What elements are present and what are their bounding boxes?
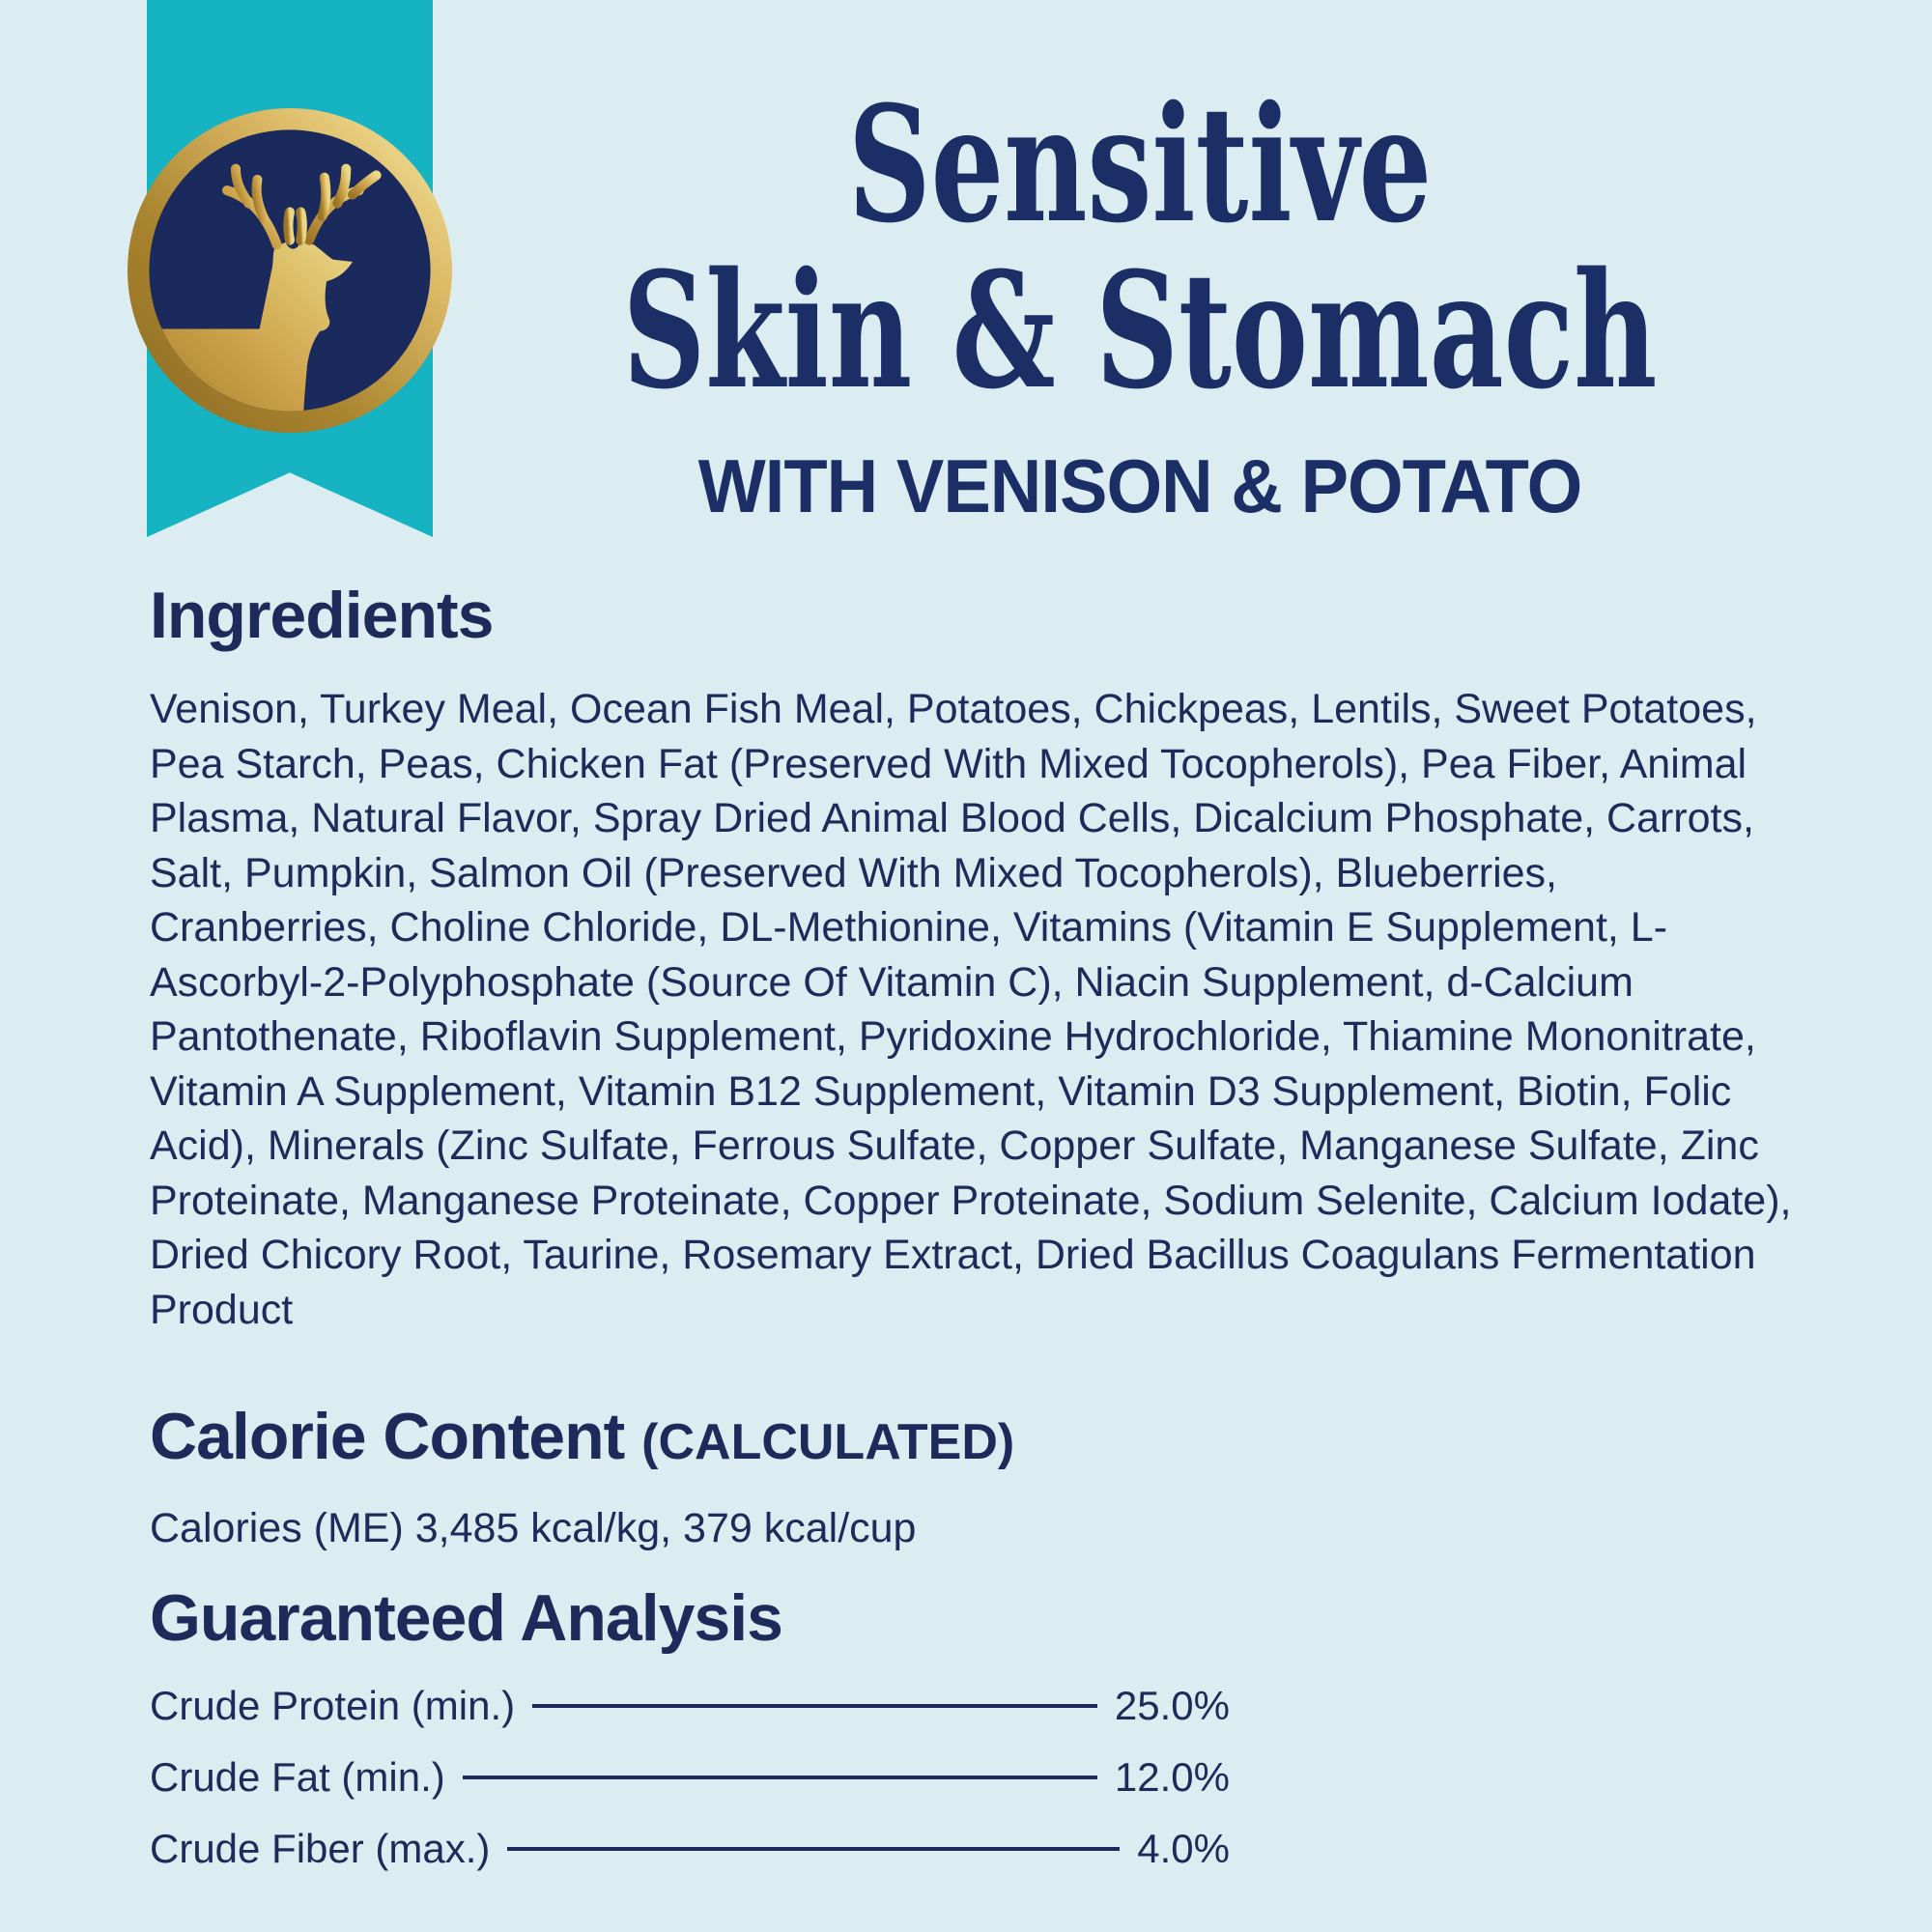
analysis-row [150, 1826, 1230, 1872]
calorie-content-heading [150, 1399, 1014, 1474]
product-title-line2: Skin & Stomach [622, 237, 1658, 424]
analysis-row [150, 1683, 1230, 1729]
stag-head-icon [128, 108, 452, 433]
analysis-label: Crude Fat (min.) [150, 1754, 445, 1800]
guaranteed-analysis-table [150, 1683, 1230, 1897]
analysis-value: 4.0% [1137, 1826, 1230, 1871]
leader-line [463, 1776, 1097, 1779]
analysis-label: Crude Fiber (max.) [150, 1826, 491, 1871]
analysis-value: 25.0% [1114, 1683, 1230, 1728]
analysis-label: Crude Protein (min.) [150, 1683, 516, 1728]
product-title-line1: Sensitive [847, 71, 1433, 258]
analysis-row [150, 1754, 1230, 1801]
leader-line [532, 1704, 1097, 1708]
guaranteed-analysis-heading: Guaranteed Analysis [150, 1581, 782, 1655]
product-subtitle: WITH VENISON & POTATO [697, 443, 1582, 528]
analysis-value: 12.0% [1114, 1754, 1230, 1800]
header [415, 71, 1864, 530]
brand-emblem [128, 108, 452, 433]
calorie-line: Calories (ME) 3,485 kcal/kg, 379 kcal/cup [150, 1505, 917, 1551]
leader-line [507, 1847, 1120, 1851]
ingredients-text: Venison, Turkey Meal, Ocean Fish Meal, Potatoes, Chickpeas, Lentils, Sweet Potatoes, Pea Starch, Peas, Chicken Fat (Preserved With Mixed Tocopherols), Pea Fiber, Animal Plasma, Natural Flavor, Spray Dried Animal Blood Cells, Dicalcium Phosphate, Carrots, Salt, Pumpkin, Salmon Oil (Preserved With Mixed Tocopherols), Blueberries, Cranberries, Choline Chloride, DL-Methionine, Vitamins (Vitamin E Supplement, L-Ascorbyl-2-Polyphosphate (Source Of Vitamin C), Niacin Supplement, d-Calcium Pantothenate, Riboflavin Supplement, Pyridoxine Hydrochloride, Thiamine Mononitrate, Vitamin A Supplement, Vitamin B12 Supplement, Vitamin D3 Supplement, Biotin, Folic Acid), Minerals (Zinc Sulfate, Ferrous Sulfate, Copper Sulfate, Manganese Sulfate, Zinc Proteinate, Manganese Proteinate, Copper Proteinate, Sodium Selenite, Calcium Iodate), Dried Chicory Root, Taurine, Rosemary Extract, Dried Bacillus Coagulans Fermentation Product [150, 686, 1792, 1333]
calorie-content-heading-suffix: (CALCULATED) [641, 1414, 1015, 1470]
ingredients-heading: Ingredients [150, 579, 494, 652]
calorie-content-heading-main: Calorie Content [150, 1400, 642, 1473]
